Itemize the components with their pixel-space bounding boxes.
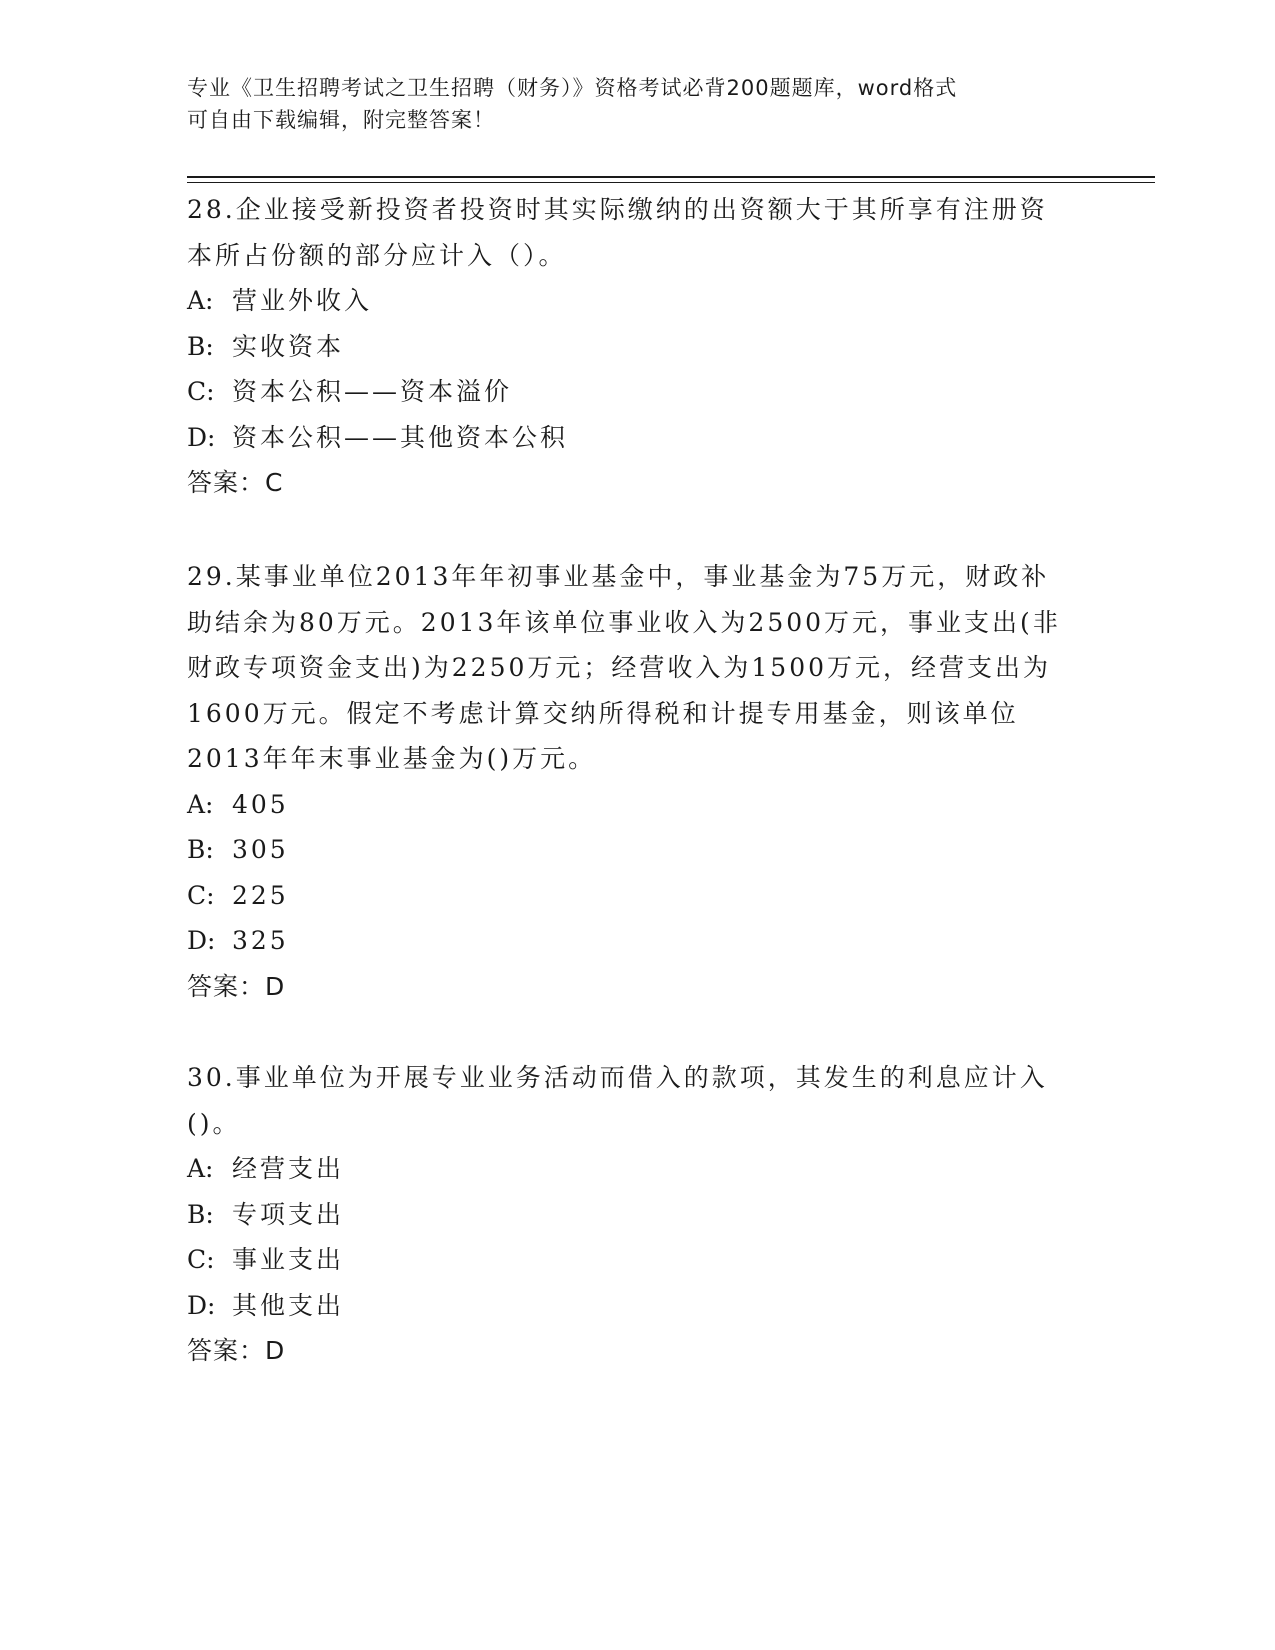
document-header <box>187 72 1087 136</box>
option-text: 305 <box>232 835 289 864</box>
option-label: C: <box>187 1245 215 1274</box>
option-text: 营业外收入 <box>232 286 373 315</box>
question-stem <box>187 554 1087 782</box>
option-label: B: <box>187 1199 214 1229</box>
question-line: 30.事业单位为开展专业业务活动而借入的款项，其发生的利息应计入 <box>187 1063 1048 1092</box>
question-line: 29.某事业单位2013年年初事业基金中，事业基金为75万元，财政补 <box>187 562 1050 591</box>
header-line-1: 专业《卫生招聘考试之卫生招聘（财务）》资格考试必背200题题库，word格式 <box>187 76 958 100</box>
option-c <box>187 873 1087 919</box>
option-text: 经营支出 <box>232 1154 345 1183</box>
option-b <box>187 1192 1087 1238</box>
option-label: D: <box>187 422 216 452</box>
question-line: 2013年年末事业基金为()万元。 <box>187 744 597 773</box>
option-a <box>187 782 1087 828</box>
option-c <box>187 1237 1087 1283</box>
question-stem <box>187 187 1087 278</box>
header-line-2: 可自由下载编辑，附完整答案！ <box>187 108 495 132</box>
option-b <box>187 827 1087 873</box>
option-label: C: <box>187 880 215 910</box>
option-label: A: <box>187 1154 214 1183</box>
option-a <box>187 278 1087 324</box>
question-stem <box>187 1055 1087 1146</box>
option-label: B: <box>187 331 214 361</box>
option-label: D: <box>187 1290 216 1320</box>
option-b <box>187 324 1087 370</box>
option-text: 325 <box>232 926 289 955</box>
option-label: B: <box>187 835 214 864</box>
option-label: A: <box>187 286 214 315</box>
option-text: 405 <box>232 789 289 819</box>
option-label: A: <box>187 789 214 819</box>
question-line: 1600万元。假定不考虑计算交纳所得税和计提专用基金，则该单位 <box>187 698 1019 728</box>
option-d <box>187 1283 1087 1329</box>
answer: 答案：C <box>187 468 284 497</box>
question-line: 财政专项资金支出)为2250万元；经营收入为1500万元，经营支出为 <box>187 653 1052 682</box>
option-text: 专项支出 <box>232 1199 345 1229</box>
option-text: 事业支出 <box>232 1245 345 1274</box>
answer: 答案：D <box>187 971 286 1001</box>
option-text: 其他支出 <box>232 1290 345 1320</box>
option-label: C: <box>187 377 215 406</box>
option-text: 实收资本 <box>232 331 345 361</box>
option-c <box>187 369 1087 415</box>
option-text: 资本公积——其他资本公积 <box>232 422 569 452</box>
question-line: 助结余为80万元。2013年该单位事业收入为2500万元，事业支出(非 <box>187 607 1061 637</box>
option-label: D: <box>187 926 216 955</box>
header-divider-thin <box>187 182 1155 183</box>
option-d <box>187 415 1087 461</box>
question-line: ()。 <box>187 1108 241 1138</box>
option-text: 225 <box>232 880 289 910</box>
question-29 <box>187 554 1087 1009</box>
question-line: 本所占份额的部分应计入（）。 <box>187 240 567 270</box>
header-divider-thick <box>187 176 1155 178</box>
question-28 <box>187 187 1087 506</box>
option-d <box>187 918 1087 964</box>
question-30 <box>187 1055 1087 1374</box>
answer: 答案：D <box>187 1336 286 1365</box>
option-a <box>187 1146 1087 1192</box>
question-line: 28.企业接受新投资者投资时其实际缴纳的出资额大于其所享有注册资 <box>187 195 1048 224</box>
option-text: 资本公积——资本溢价 <box>232 377 513 406</box>
